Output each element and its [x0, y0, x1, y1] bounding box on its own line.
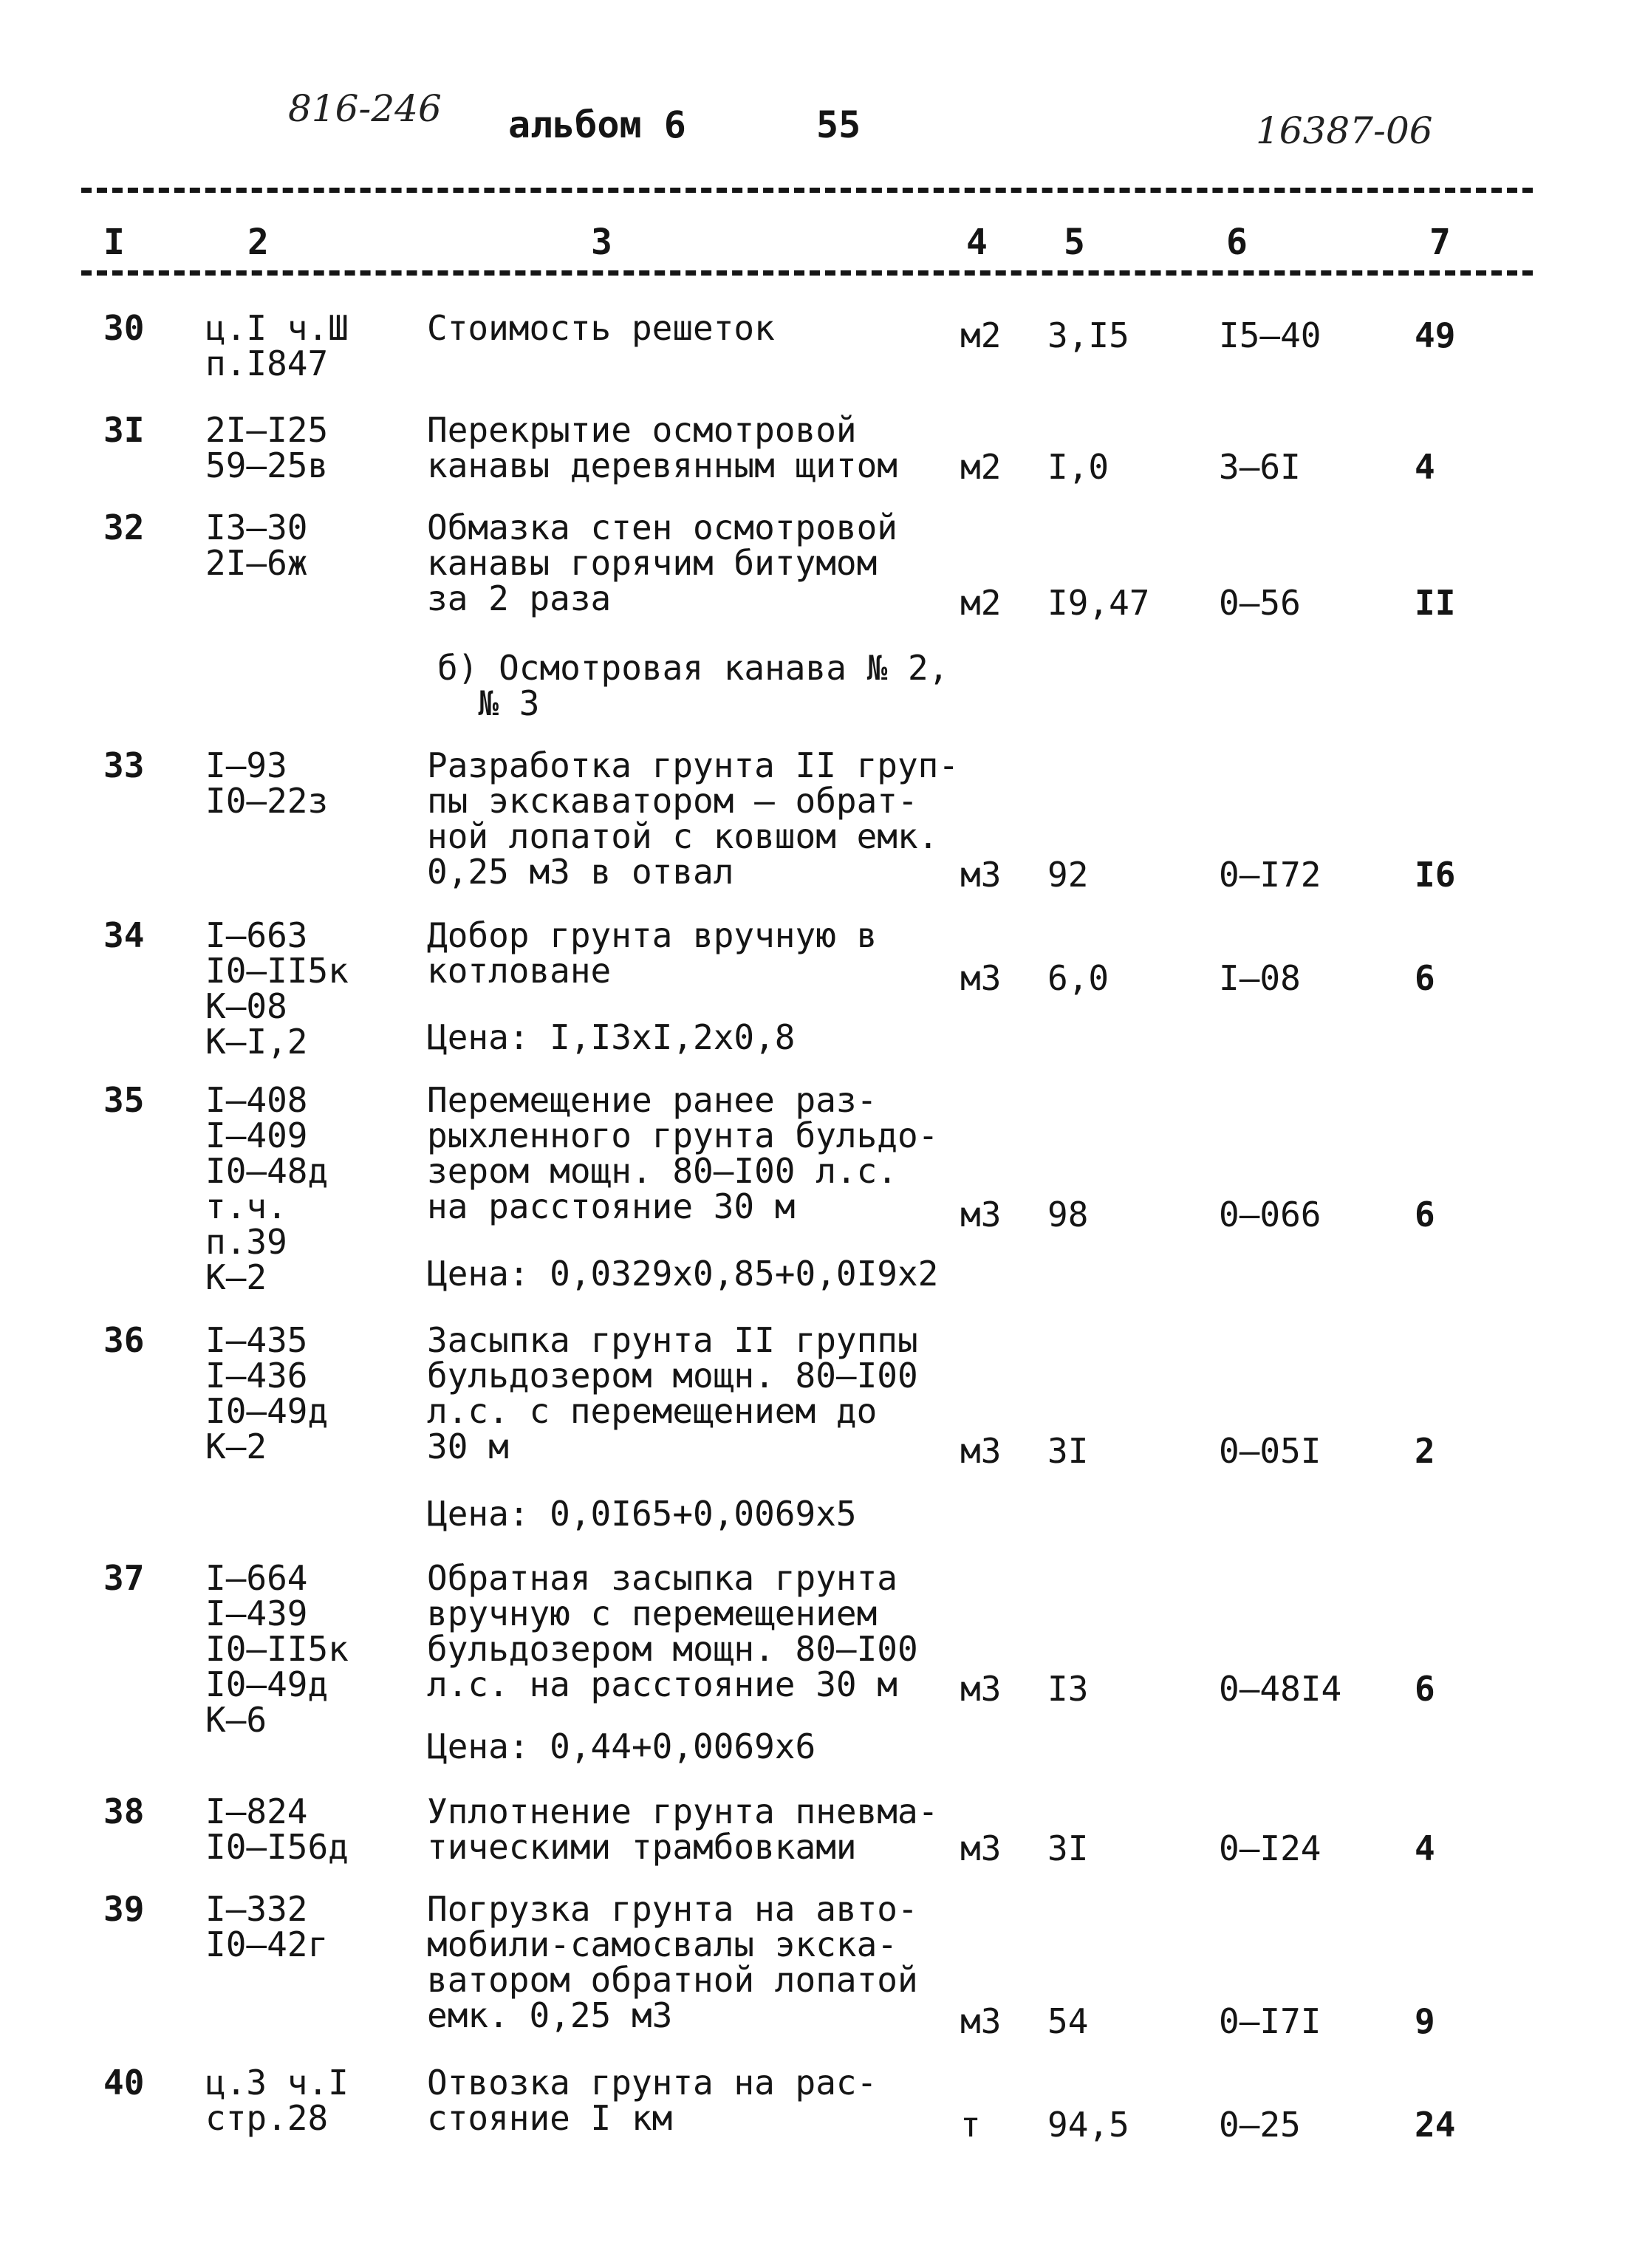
row-36-code: I–435 I–436 I0–49д К–2	[205, 1320, 329, 1466]
row-33-number: 33	[103, 745, 145, 785]
row-30-code: ц.I ч.Ш п.I847	[205, 308, 349, 383]
col-header-7: 7	[1429, 222, 1451, 263]
row-40-description: Отвозка грунта на рас- стояние I км	[427, 2063, 878, 2138]
row-34-unit: м3	[960, 958, 1002, 998]
row-40-total: 24	[1415, 2105, 1456, 2145]
row-31-number: 3I	[103, 410, 145, 450]
row-32-price: 0–56	[1219, 583, 1301, 623]
header-rule-top	[81, 188, 1533, 193]
row-38-quantity: 3I	[1047, 1828, 1089, 1868]
row-33-unit: м3	[960, 855, 1002, 895]
row-39-number: 39	[103, 1889, 145, 1929]
row-34-code: I–663 I0–II5к К–08 К–I,2	[205, 915, 349, 1062]
row-37-total: 6	[1415, 1669, 1435, 1709]
row-36-description: Засыпка грунта II группы бульдозером мощн. 80–I00 л.с. с перемещением до 30 м	[427, 1320, 918, 1466]
col-header-4: 4	[966, 222, 988, 263]
row-35-total: 6	[1415, 1195, 1435, 1234]
album-label: альбом 6	[508, 103, 686, 146]
doc-code: 816-246	[288, 87, 442, 130]
col-header-2: 2	[247, 222, 269, 263]
row-33-description: Разработка грунта II груп- пы экскаватором – обрат- ной лопатой с ковшом емк. 0,25 м3 в отвал	[427, 745, 960, 892]
row-35-code: I–408 I–409 I0–48д т.ч. п.39 К–2	[205, 1080, 329, 1297]
row-38-price: 0–I24	[1219, 1828, 1321, 1868]
col-header-5: 5	[1064, 222, 1085, 263]
row-31-unit: м2	[960, 447, 1002, 487]
row-36-quantity: 3I	[1047, 1431, 1089, 1471]
row-30-number: 30	[103, 308, 145, 348]
row-31-description: Перекрытие осмотровой канавы деревянным щитом	[427, 410, 897, 485]
row-38-total: 4	[1415, 1828, 1435, 1868]
row-30-total: 49	[1415, 315, 1456, 355]
row-38-unit: м3	[960, 1828, 1002, 1868]
row-39-price: 0–I7I	[1219, 2001, 1321, 2041]
row-33-price: 0–I72	[1219, 855, 1321, 895]
row-36-total: 2	[1415, 1431, 1435, 1471]
row-37-unit: м3	[960, 1669, 1002, 1709]
row-35-description: Перемещение ранее раз- рыхленного грунта бульдо- зером мощн. 80–I00 л.с. на расстояние 30 м	[427, 1080, 939, 1226]
row-31-quantity: I,0	[1047, 447, 1109, 487]
row-40-price: 0–25	[1219, 2105, 1301, 2145]
header-rule-bottom	[81, 270, 1533, 276]
row-32-number: 32	[103, 508, 145, 547]
row-35-quantity: 98	[1047, 1195, 1089, 1234]
row-30-price: I5–40	[1219, 315, 1321, 355]
row-30-unit: м2	[960, 315, 1002, 355]
row-37-price: 0–48I4	[1219, 1669, 1342, 1709]
row-37-quantity: I3	[1047, 1669, 1089, 1709]
subsection-heading: б) Осмотровая канава № 2, № 3	[437, 648, 949, 723]
row-34-total: 6	[1415, 958, 1435, 998]
row-39-total: 9	[1415, 2001, 1435, 2041]
row-40-code: ц.3 ч.I стр.28	[205, 2063, 349, 2138]
row-40-number: 40	[103, 2063, 145, 2103]
row-32-description: Обмазка стен осмотровой канавы горячим битумом за 2 раза	[427, 508, 897, 618]
row-30-quantity: 3,I5	[1047, 315, 1129, 355]
row-36-number: 36	[103, 1320, 145, 1360]
col-header-6: 6	[1226, 222, 1248, 263]
row-39-unit: м3	[960, 2001, 1002, 2041]
row-32-total: II	[1415, 583, 1456, 623]
row-34-description: Добор грунта вручную в котловане	[427, 915, 878, 991]
row-36-price: 0–05I	[1219, 1431, 1321, 1471]
row-32-quantity: I9,47	[1047, 583, 1150, 623]
row-35-price-note: Цена: 0,0329х0,85+0,0I9х2	[427, 1254, 939, 1294]
row-31-price: 3–6I	[1219, 447, 1301, 487]
row-39-code: I–332 I0–42г	[205, 1889, 329, 1964]
row-34-quantity: 6,0	[1047, 958, 1109, 998]
row-38-description: Уплотнение грунта пневма- тическими трамбовками	[427, 1791, 939, 1867]
row-32-code: I3–30 2I–6ж	[205, 508, 308, 583]
row-31-code: 2I–I25 59–25в	[205, 410, 329, 485]
row-34-price-note: Цена: I,I3хI,2х0,8	[427, 1017, 796, 1057]
row-38-code: I–824 I0–I56д	[205, 1791, 349, 1867]
row-40-unit: т	[960, 2105, 981, 2145]
row-35-price: 0–066	[1219, 1195, 1321, 1234]
row-38-number: 38	[103, 1791, 145, 1831]
row-37-description: Обратная засыпка грунта вручную с перемещением бульдозером мощн. 80–I00 л.с. на расстояние 30 м	[427, 1558, 918, 1704]
row-37-code: I–664 I–439 I0–II5к I0–49д К–6	[205, 1558, 349, 1740]
row-36-price-note: Цена: 0,0I65+0,0069х5	[427, 1494, 857, 1534]
row-31-total: 4	[1415, 447, 1435, 487]
row-33-total: I6	[1415, 855, 1456, 895]
row-36-unit: м3	[960, 1431, 1002, 1471]
row-34-price: I–08	[1219, 958, 1301, 998]
row-30-description: Стоимость решеток	[427, 308, 775, 348]
row-35-number: 35	[103, 1080, 145, 1120]
row-34-number: 34	[103, 915, 145, 955]
row-32-unit: м2	[960, 583, 1002, 623]
col-header-1: I	[103, 222, 125, 263]
row-35-unit: м3	[960, 1195, 1002, 1234]
sheet-code: 16387-06	[1256, 109, 1433, 152]
row-39-quantity: 54	[1047, 2001, 1089, 2041]
page-number: 55	[816, 103, 861, 146]
row-39-description: Погрузка грунта на авто- мобили-самосвалы экска- ватором обратной лопатой емк. 0,25 м3	[427, 1889, 918, 2035]
col-header-3: 3	[591, 222, 612, 263]
row-33-code: I–93 I0–22з	[205, 745, 329, 821]
row-33-quantity: 92	[1047, 855, 1089, 895]
row-40-quantity: 94,5	[1047, 2105, 1129, 2145]
row-37-number: 37	[103, 1558, 145, 1598]
row-37-price-note: Цена: 0,44+0,0069х6	[427, 1726, 816, 1766]
